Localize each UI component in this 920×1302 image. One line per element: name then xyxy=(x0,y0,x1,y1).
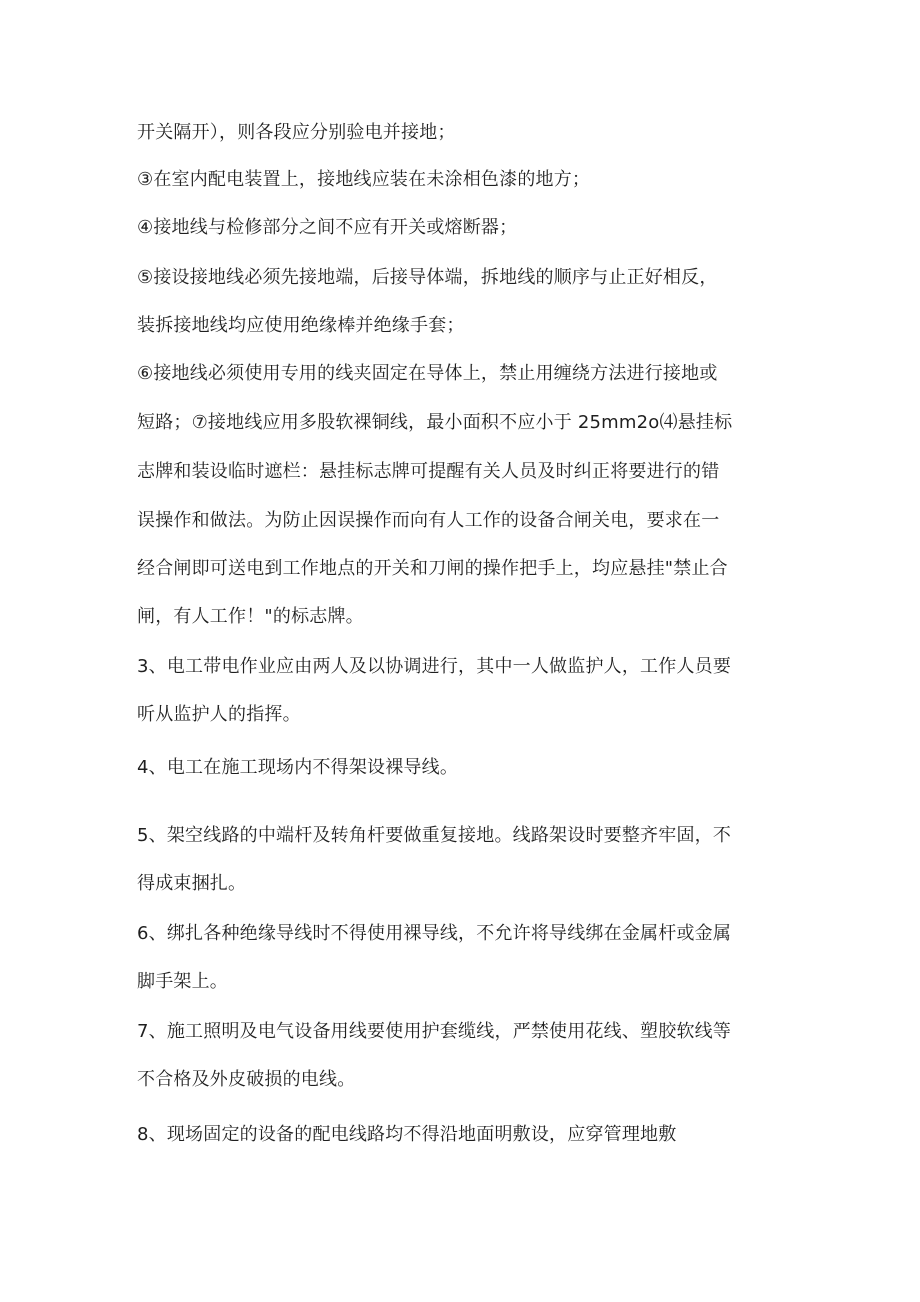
text-line: 4、电工在施工现场内不得架设裸导线。 xyxy=(137,757,459,778)
text-line: 5、架空线路的中端杆及转角杆要做重复接地。线路架设时要整齐牢固，不 xyxy=(137,825,732,846)
text-line: 3、电工带电作业应由两人及以协调进行，其中一人做监护人，工作人员要 xyxy=(137,656,732,677)
text-line: 闸，有人工作！"的标志牌。 xyxy=(137,606,364,627)
text-line: 短路；⑦接地线应用多股软裸铜线，最小面积不应小于 25mm2o⑷悬挂标 xyxy=(137,412,733,433)
text-line: 听从监护人的指挥。 xyxy=(137,704,301,725)
text-line: ③在室内配电装置上，接地线应装在未涂相色漆的地方； xyxy=(137,169,591,190)
text-line: 装拆接地线均应使用绝缘棒并绝缘手套； xyxy=(137,315,465,336)
text-line: 志牌和装设临时遮栏：悬挂标志牌可提醒有关人员及时纠正将要进行的错 xyxy=(137,461,720,482)
text-line: 8、现场固定的设备的配电线路均不得沿地面明敷设，应穿管理地敷 xyxy=(137,1124,677,1145)
text-line: 开关隔开），则各段应分别验电并接地； xyxy=(137,122,456,143)
text-line: ④接地线与检修部分之间不应有开关或熔断器； xyxy=(137,217,518,238)
text-line: 误操作和做法。为防止因误操作而向有人工作的设备合闸关电，要求在一 xyxy=(137,510,720,531)
text-line: ⑥接地线必须使用专用的线夹固定在导体上，禁止用缠绕方法进行接地或 xyxy=(137,363,718,384)
text-line: 7、施工照明及电气设备用线要使用护套缆线，严禁使用花线、塑胶软线等 xyxy=(137,1021,732,1042)
text-line: 经合闸即可送电到工作地点的开关和刀闸的操作把手上，均应悬挂"禁止合 xyxy=(137,558,728,579)
text-line: 不合格及外皮破损的电线。 xyxy=(137,1069,356,1090)
text-line: ⑤接设接地线必须先接地端，后接导体端，拆地线的顺序与止正好相反， xyxy=(137,267,718,288)
text-line: 得成束捆扎。 xyxy=(137,873,247,894)
text-line: 6、绑扎各种绝缘导线时不得使用裸导线，不允许将导线绑在金属杆或金属 xyxy=(137,923,732,944)
text-line: 脚手架上。 xyxy=(137,971,228,992)
